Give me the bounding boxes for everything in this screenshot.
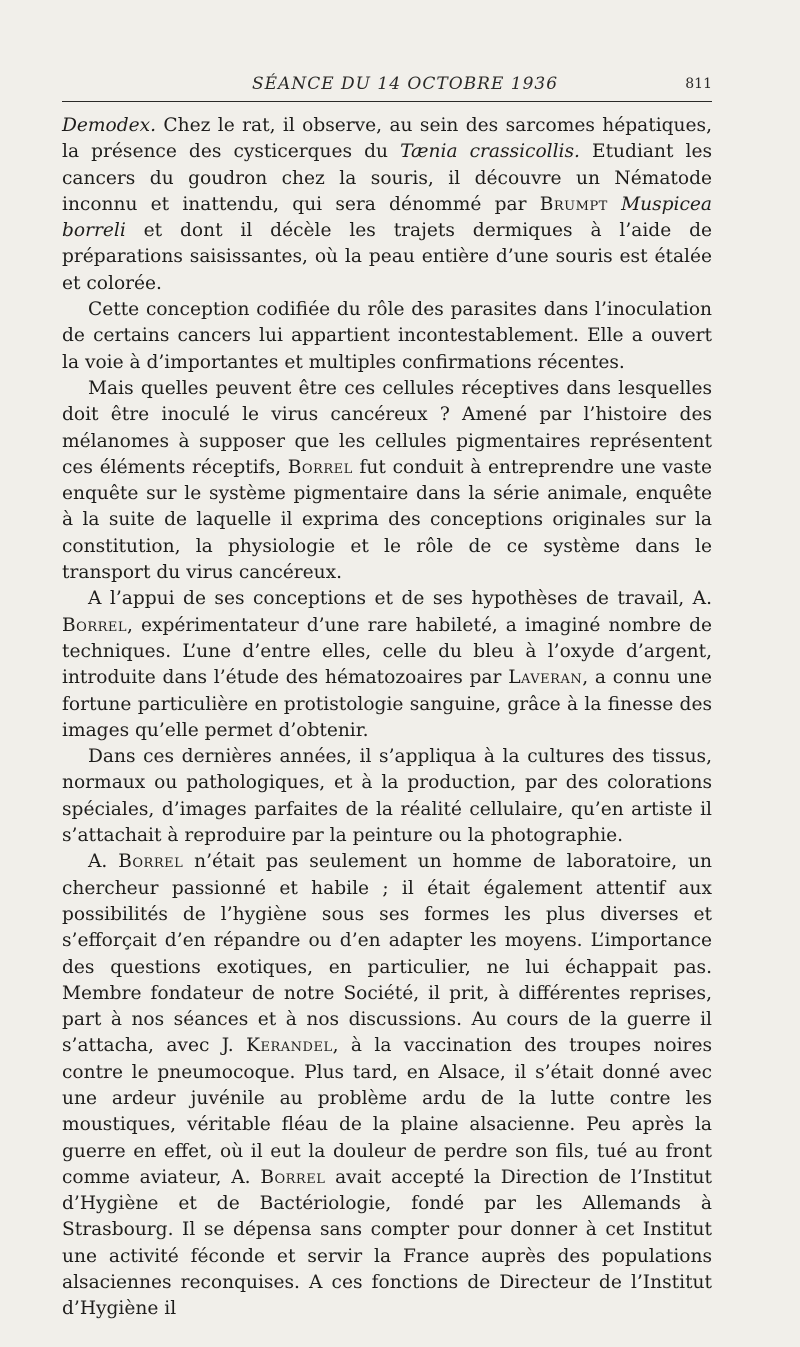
page-header	[62, 70, 712, 100]
author-name: Borrel	[118, 851, 184, 873]
text-run: , a connu une fortune particulière en protistologie sanguine, grâce à la finesse des images qu’elle permet d’obtenir.	[62, 667, 712, 741]
text-run: et dont il décèle les trajets dermiques à l’aide de préparations saisissantes, où la peau entière d’une souris est étalée et colorée.	[62, 220, 712, 294]
page-number: 811	[685, 76, 712, 92]
text-run: Chez le rat, il observe, au sein des sarcomes hépatiques, la présence des cysticerques du	[62, 115, 712, 163]
paragraph	[62, 744, 712, 849]
author-name: Brumpt	[539, 193, 608, 215]
text-run: n’était pas seulement un homme de laboratoire, un chercheur passionné et habile ; il était également attentif aux possibilités de l’hygiène sous ses formes les plus diverses et s’efforçait d’en répandre ou d’en adapter les moyens. L’importance des questions exotiques, en particulier, ne lui échappait pas. Membre fondateur de notre Société, il prit, à différentes reprises, part à nos séances et à nos discussions. Au cours de la guerre il s’attacha, avec J.	[62, 851, 712, 1057]
italic-term: Demodex.	[62, 115, 157, 136]
italic-term: Tænia crassicollis.	[400, 141, 580, 163]
text-run: avait accepté la Direction de l’Institut d’Hygiène et de Bactériologie, fondé par les Allemands à Strasbourg. Il se dépensa sans compter pour donner à cet Institut une activité féconde et servir la France auprès des populations alsaciennes reconquises. A ces fonctions de Directeur de l’Institut d’Hygiène il	[62, 1166, 712, 1320]
text-run: Mais quelles peuvent être ces cellules réceptives dans lesquelles doit être inoculé le virus cancéreux ? Amené par l’histoire des mélanomes à supposer que les cellules pigmentaires représentent ces éléments réceptifs,	[62, 377, 712, 478]
text-run: , expérimentateur d’une rare habileté, a imaginé nombre de techniques. L’une d’entre elles, celle du bleu à l’oxyde d’argent, introduite dans l’étude des hématozoaires par	[62, 614, 712, 689]
paragraph	[62, 297, 712, 376]
italic-term: Muspicea borreli	[62, 193, 712, 242]
text-run: Etudiant les cancers du goudron chez la souris, il découvre un Nématode inconnu et inattendu, qui sera dénommé par	[62, 141, 712, 215]
text-run	[608, 194, 621, 215]
paragraph	[62, 849, 712, 1322]
author-name: Laveran	[508, 667, 583, 689]
body-text	[62, 113, 712, 1323]
author-name: Borrel	[62, 614, 128, 636]
author-name: Kerandel	[246, 1035, 333, 1057]
text-run: , à la vaccination des troupes noires contre le pneumocoque. Plus tard, en Alsace, il s’était donné avec une ardeur juvénile au problème ardu de la lutte contre les moustiques, véritable fléau de la plaine alsacienne. Peu après la guerre en effet, où il eut la douleur de perdre son fils, tué au front comme aviateur, A.	[62, 1035, 712, 1188]
running-head: SÉANCE DU 14 OCTOBRE 1936	[252, 74, 559, 94]
text-run: A.	[88, 851, 119, 873]
text-run: Dans ces dernières années, il s’appliqua à la cultures des tissus, normaux ou pathologiques, et à la production, par des colorations spéciales, d’images parfaites de la réalité cellulaire, qu’en artiste il s’attachait à reproduire par la peinture ou la photographie.	[62, 746, 712, 847]
text-run: Cette conception codifiée du rôle des parasites dans l’inoculation de certains cancers lui appartient incontestablement. Elle a ouvert la voie à d’importantes et multiples confirmations récentes.	[62, 299, 712, 373]
text-run: fut conduit à entreprendre une vaste enquête sur le système pigmentaire dans la série animale, enquête à la suite de laquelle il exprima des conceptions originales sur la constitution, la physiologie et le rôle de ce système dans le transport du virus cancéreux.	[62, 456, 712, 584]
header-rule	[62, 101, 712, 102]
text-run: A l’appui de ses conceptions et de ses hypothèses de travail, A.	[88, 588, 712, 610]
paragraph	[62, 113, 712, 297]
paragraph	[62, 586, 712, 744]
paragraph	[62, 376, 712, 586]
author-name: Borrel	[260, 1166, 326, 1188]
author-name: Borrel	[287, 456, 353, 478]
